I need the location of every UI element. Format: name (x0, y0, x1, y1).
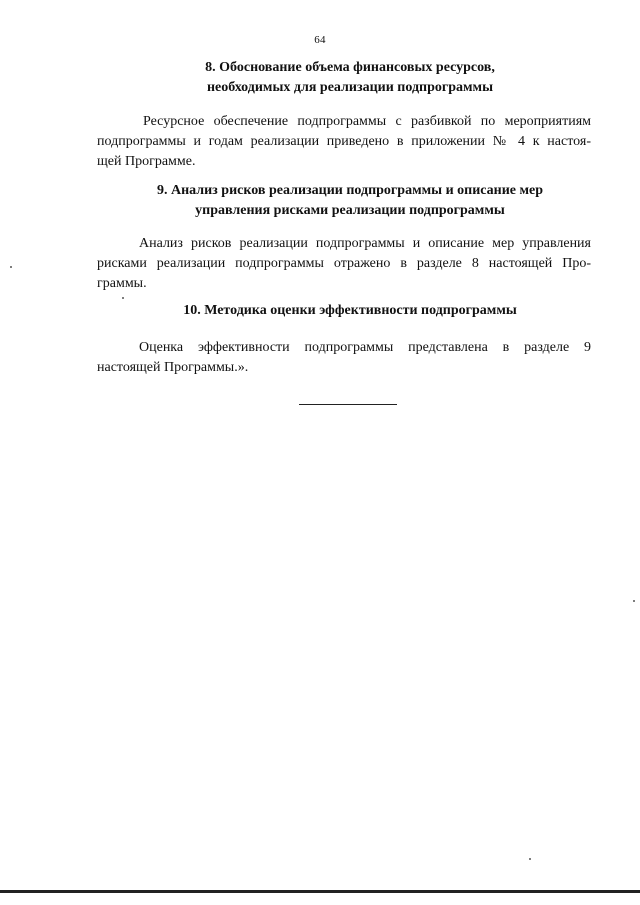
scan-speck (633, 600, 635, 602)
paragraph-line: подпрограммы и годам реализации приведено в приложении № 4 к настоя- (97, 134, 591, 149)
scan-speck (122, 297, 124, 299)
paragraph-line: граммы. (97, 276, 147, 291)
page-number: 64 (314, 34, 326, 46)
paragraph-line: щей Программе. (97, 154, 196, 169)
section-9-paragraph (97, 234, 591, 294)
heading-line: управления рисками реализации подпрограммы (195, 203, 505, 218)
section-10-heading (120, 301, 580, 321)
paragraph-line: Оценка эффективности подпрограммы представлена в разделе 9 (139, 340, 591, 355)
paragraph-line: настоящей Программы.». (97, 360, 249, 375)
scan-speck (529, 858, 531, 860)
paragraph-line: Анализ рисков реализации подпрограммы и описание мер управления (139, 236, 591, 251)
heading-line: 9. Анализ рисков реализации подпрограммы и описание мер (156, 183, 544, 198)
section-9-heading (120, 181, 580, 221)
end-of-text-rule (299, 404, 397, 405)
paragraph-line: Ресурсное обеспечение подпрограммы с разбивкой по мероприятиям (143, 114, 591, 129)
heading-line: 10. Методика оценки эффективности подпрограммы (183, 303, 517, 318)
bottom-scan-border (0, 890, 640, 893)
section-8-paragraph (97, 112, 591, 172)
section-10-paragraph (97, 338, 591, 378)
heading-line: необходимых для реализации подпрограммы (206, 80, 494, 95)
scan-speck (10, 266, 12, 268)
paragraph-line: рисками реализации подпрограммы отражено в разделе 8 настоящей Про- (97, 256, 591, 271)
heading-line: 8. Обоснование объема финансовых ресурсов, (205, 60, 495, 75)
section-8-heading (160, 58, 540, 98)
